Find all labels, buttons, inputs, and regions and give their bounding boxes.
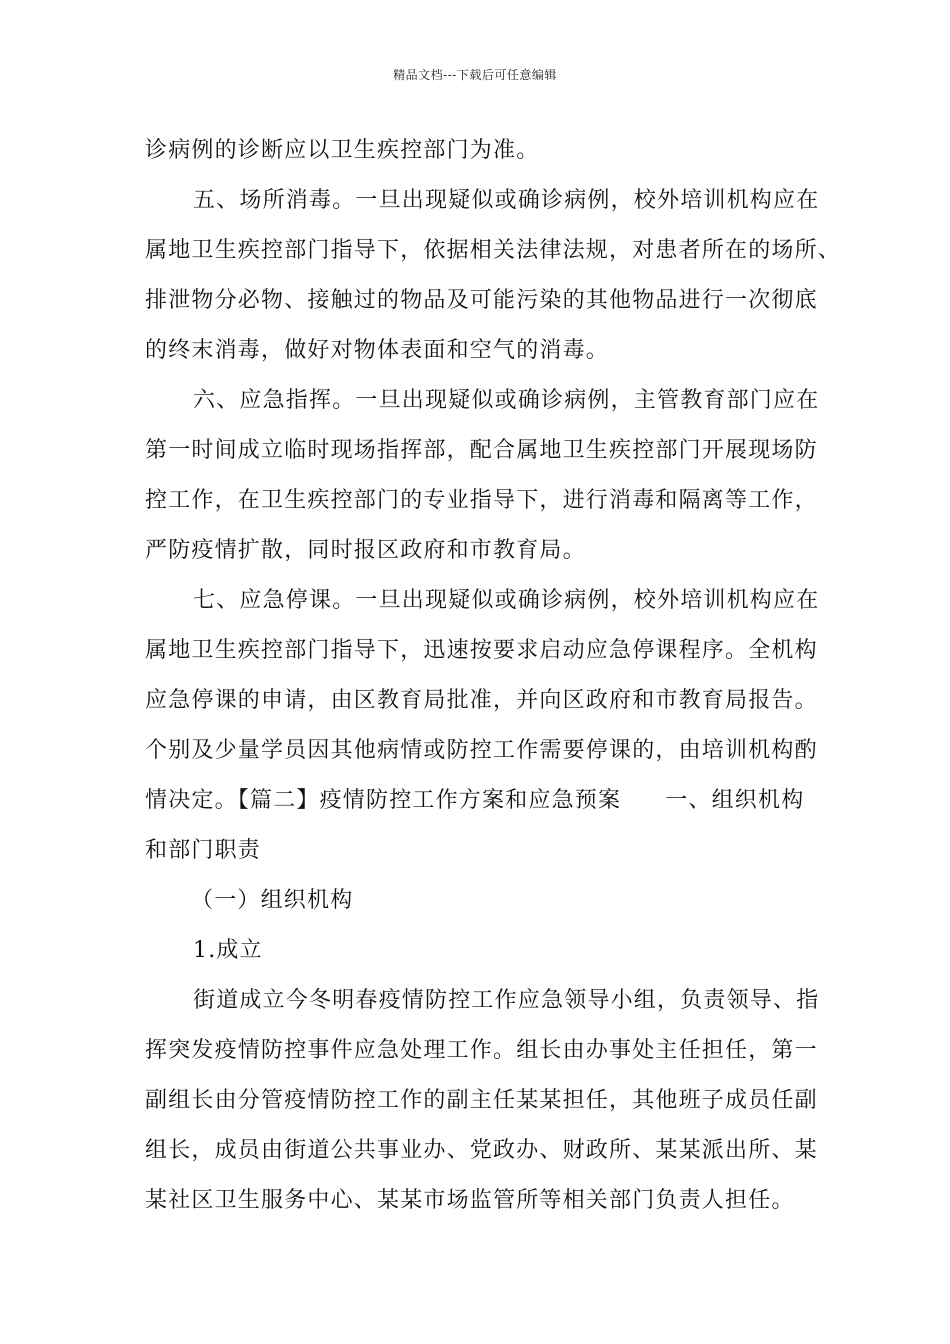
paragraph-6-start: 六、应急指挥。一旦出现疑似或确诊病例，主管教育部门应在 — [193, 388, 820, 413]
text-line-with-section-title — [145, 776, 810, 826]
text-line: 某社区卫生服务中心、某某市场监管所等相关部门负责人担任。 — [145, 1188, 795, 1213]
subsection-heading: （一）组织机构 — [191, 888, 354, 913]
text-line: 属地卫生疾控部门指导下，依据相关法律法规，对患者所在的场所、 — [145, 238, 842, 263]
text-line: 第一时间成立临时现场指挥部，配合属地卫生疾控部门开展现场防 — [145, 438, 818, 463]
paragraph-start: 街道成立今冬明春疫情防控工作应急领导小组，负责领导、指 — [193, 988, 820, 1013]
text-line: 应急停课的申请，由区教育局批准，并向区政府和市教育局报告。 — [145, 688, 818, 713]
text-line: 控工作，在卫生疾控部门的专业指导下，进行消毒和隔离等工作， — [145, 488, 818, 513]
page-header: 精品文档---下载后可任意编辑 — [393, 68, 557, 82]
section-heading-continued: 和部门职责 — [145, 838, 262, 863]
text-line: 挥突发疫情防控事件应急处理工作。组长由办事处主任担任，第一 — [145, 1038, 818, 1063]
section-heading: 一、组织机构 — [665, 788, 805, 813]
document-body — [145, 126, 842, 1226]
text-line: 排泄物分必物、接触过的物品及可能污染的其他物品进行一次彻底 — [145, 288, 818, 313]
text-line: 诊病例的诊断应以卫生疾控部门为准。 — [145, 138, 540, 163]
text-line: 的终末消毒，做好对物体表面和空气的消毒。 — [145, 338, 610, 363]
text-line: 属地卫生疾控部门指导下，迅速按要求启动应急停课程序。全机构 — [145, 638, 818, 663]
text-line: 严防疫情扩散，同时报区政府和市教育局。 — [145, 538, 586, 563]
paragraph-5-start: 五、场所消毒。一旦出现疑似或确诊病例，校外培训机构应在 — [193, 188, 820, 213]
text-line: 副组长由分管疫情防控工作的副主任某某担任，其他班子成员任副 — [145, 1088, 818, 1113]
text-line: 个别及少量学员因其他病情或防控工作需要停课的，由培训机构酌 — [145, 738, 818, 763]
text-line: 组长，成员由街道公共事业办、党政办、财政所、某某派出所、某 — [145, 1138, 818, 1163]
numbered-item-heading: 1.成立 — [193, 938, 263, 963]
text-segment: 情决定。【篇二】疫情防控工作方案和应急预案 — [145, 788, 622, 813]
paragraph-7-start: 七、应急停课。一旦出现疑似或确诊病例，校外培训机构应在 — [193, 588, 820, 613]
